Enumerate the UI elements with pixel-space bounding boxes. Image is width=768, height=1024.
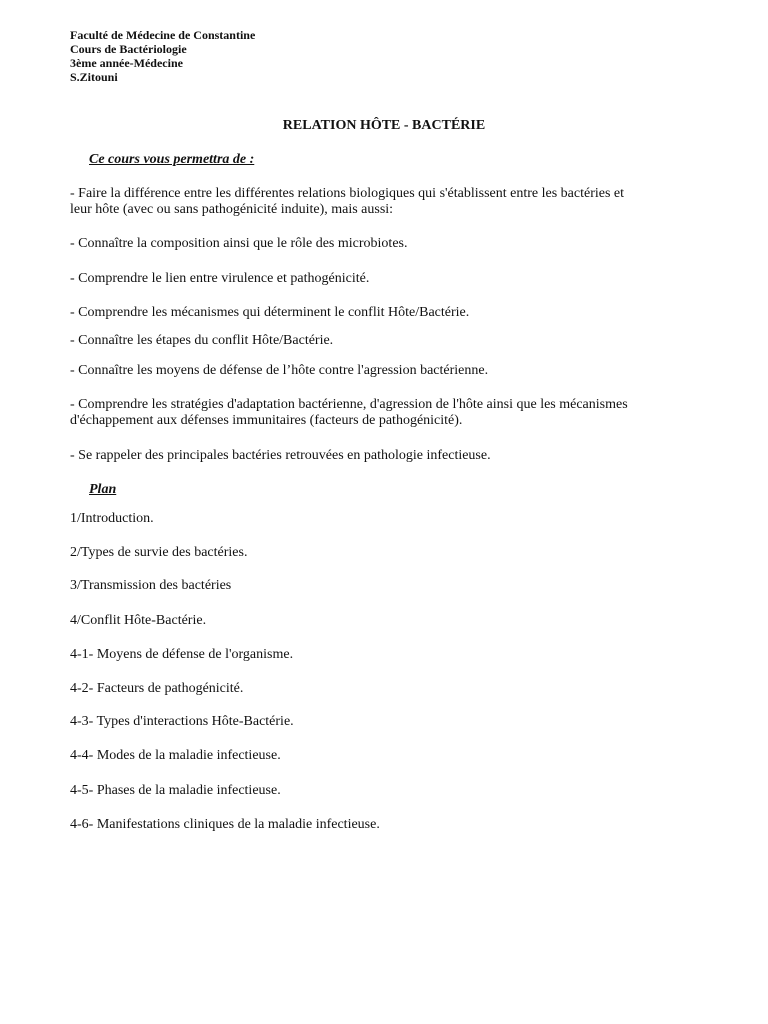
objective-text: - Connaître les étapes du conflit Hôte/Bactérie. (70, 333, 334, 348)
objective-text: - Comprendre les mécanismes qui déterminent le conflit Hôte/Bactérie. (70, 305, 470, 320)
plan-item: 4-6- Manifestations cliniques de la maladie infectieuse. (70, 817, 380, 832)
plan-item: 4/Conflit Hôte-Bactérie. (70, 613, 207, 628)
plan-item: 4-2- Facteurs de pathogénicité. (70, 681, 244, 696)
plan-item: 4-5- Phases de la maladie infectieuse. (70, 783, 281, 798)
header-author: S.Zitouni (70, 70, 118, 84)
objectives-heading: Ce cours vous permettra de : (89, 152, 255, 167)
plan-item: 4-1- Moyens de défense de l'organisme. (70, 647, 294, 662)
objective-text: d'échappement aux défenses immunitaires (facteurs de pathogénicité). (70, 413, 463, 428)
objective-item (70, 186, 710, 218)
objective-item (70, 236, 710, 252)
plan-heading: Plan (89, 482, 117, 497)
objective-text: - Comprendre le lien entre virulence et pathogénicité. (70, 271, 370, 286)
header-course: Cours de Bactériologie (70, 42, 187, 56)
header-faculty: Faculté de Médecine de Constantine (70, 28, 256, 42)
plan-item: 2/Types de survie des bactéries. (70, 545, 248, 560)
objective-text: - Connaître la composition ainsi que le rôle des microbiotes. (70, 236, 408, 251)
objective-item (70, 363, 710, 379)
objective-text: - Comprendre les stratégies d'adaptation bactérienne, d'agression de l'hôte ainsi que les mécanismes (70, 397, 628, 412)
objective-item (70, 271, 710, 287)
objective-text: - Faire la différence entre les différentes relations biologiques qui s'établissent entre les bactéries et (70, 186, 625, 201)
objective-item (70, 305, 710, 321)
plan-item: 3/Transmission des bactéries (70, 578, 232, 593)
plan-item: 4-3- Types d'interactions Hôte-Bactérie. (70, 714, 294, 729)
objective-text: - Se rappeler des principales bactéries retrouvées en pathologie infectieuse. (70, 448, 491, 463)
header-year: 3ème année-Médecine (70, 56, 183, 70)
document-header (70, 28, 255, 84)
objective-item (70, 448, 710, 464)
objective-item (70, 333, 710, 349)
objective-item (70, 397, 710, 429)
objective-text: leur hôte (avec ou sans pathogénicité induite), mais aussi: (70, 202, 394, 217)
document-title: RELATION HÔTE - BACTÉRIE (282, 118, 486, 133)
objective-text: - Connaître les moyens de défense de l’hôte contre l'agression bactérienne. (70, 363, 489, 378)
plan-item: 1/Introduction. (70, 511, 154, 526)
plan-item: 4-4- Modes de la maladie infectieuse. (70, 748, 281, 763)
